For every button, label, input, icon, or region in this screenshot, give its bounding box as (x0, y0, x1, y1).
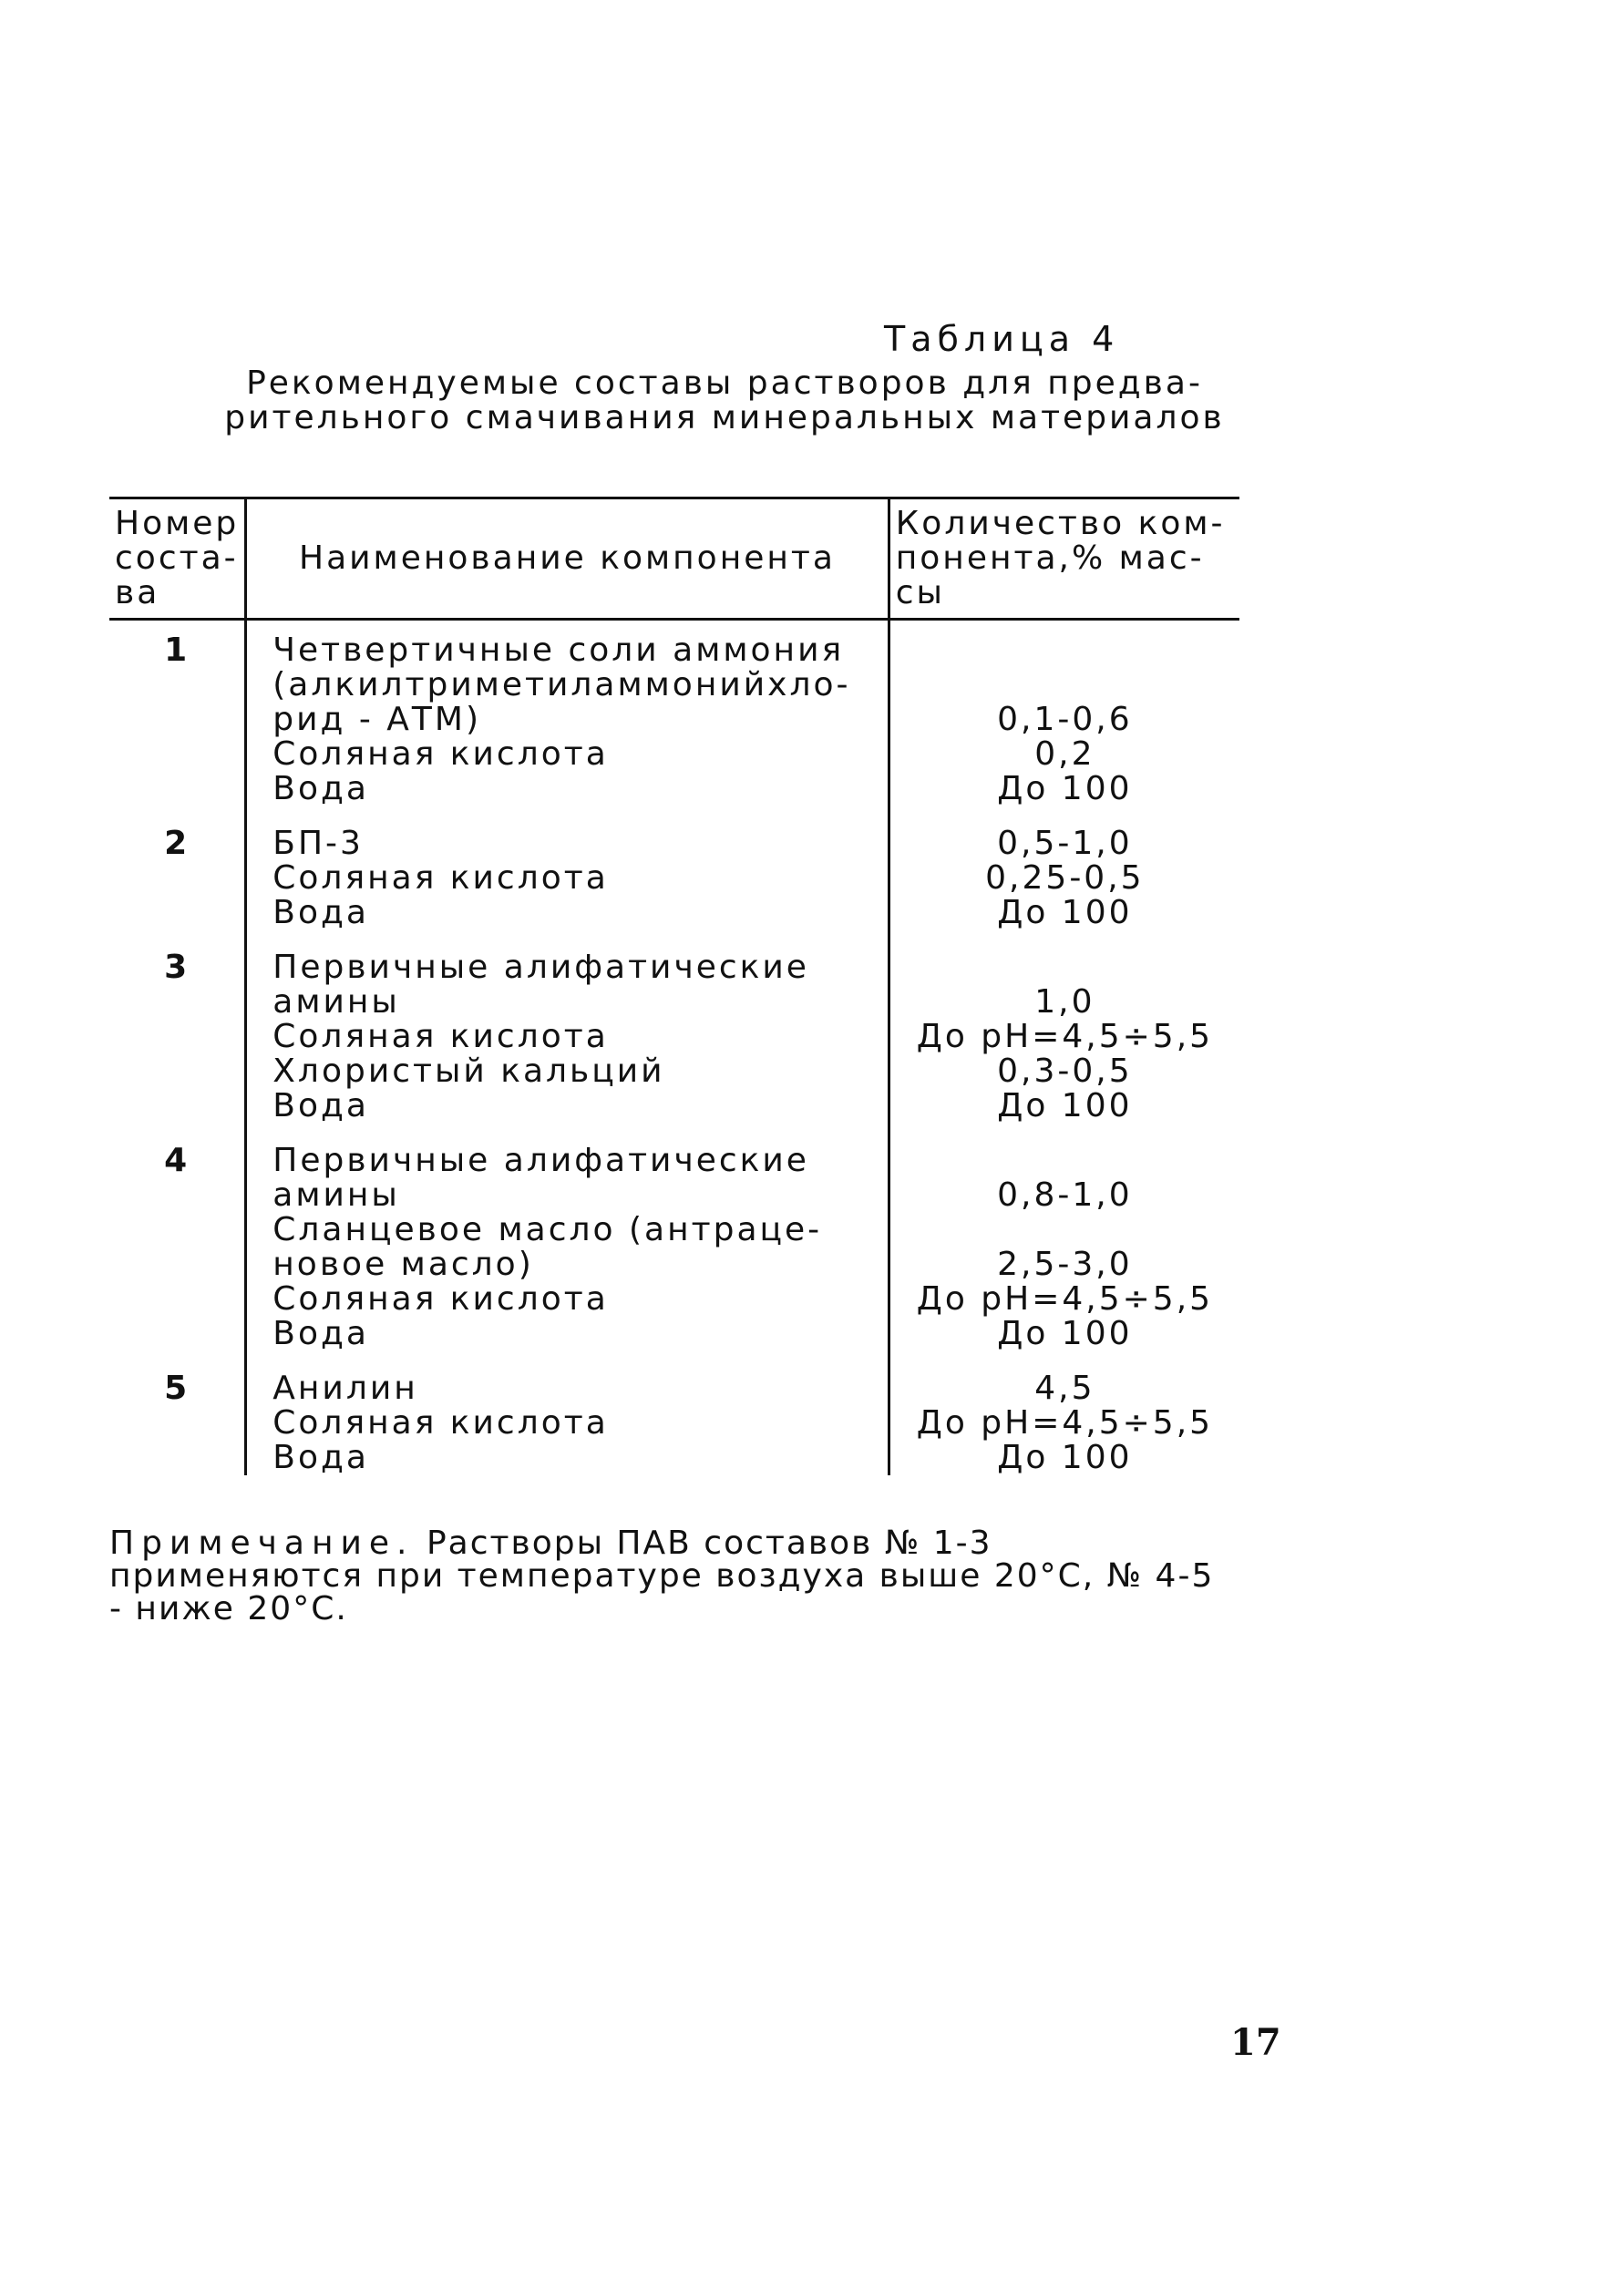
quantity-line: 4,5 (1034, 1370, 1095, 1407)
cell-quantity (889, 1351, 1239, 1475)
component-line: рид - АТМ) (272, 701, 482, 738)
quantity-line: До pH=4,5÷5,5 (916, 1018, 1214, 1055)
component-line: Четвертичные соли аммония (272, 631, 845, 669)
header-quantity-line: сы (895, 574, 945, 611)
component-line: Первичные алифатические (272, 949, 809, 986)
header-quantity-line: понента,% мас- (895, 539, 1205, 577)
table-body (109, 620, 1239, 1476)
component-line: Вода (272, 894, 369, 931)
note (109, 1527, 1239, 1626)
cell-component-name (246, 806, 889, 930)
component-line: Соляная кислота (272, 1280, 609, 1318)
component-line: Соляная кислота (272, 1018, 609, 1055)
quantity-line (896, 633, 1234, 668)
table-row (109, 806, 1239, 930)
quantity-line (896, 950, 1234, 985)
quantity-line: 0,8-1,0 (997, 1176, 1133, 1214)
header-quantity (889, 498, 1239, 620)
quantity-line: До 100 (997, 1087, 1133, 1124)
table-row (109, 930, 1239, 1124)
component-line: Вода (272, 1439, 369, 1476)
component-line: Соляная кислота (272, 859, 609, 897)
note-text: Растворы ПАВ составов № 1-3 применяются при температуре воздуха выше 20°С, № 4-5 - ниже 20°С. (109, 1525, 1215, 1627)
table-title-line: Рекомендуемые составы растворов для предва- (246, 364, 1203, 402)
cell-number: 3 (164, 949, 190, 986)
component-line: амины (272, 1176, 400, 1214)
cell-number: 1 (164, 631, 190, 669)
cell-quantity (889, 1124, 1239, 1351)
table-caption-label: Таблица 4 (884, 319, 1120, 359)
quantity-line (896, 668, 1234, 703)
cell-number: 4 (164, 1142, 190, 1179)
quantity-line: 0,3-0,5 (997, 1052, 1133, 1090)
quantity-line: До pH=4,5÷5,5 (916, 1404, 1214, 1442)
table-title (210, 366, 1239, 436)
quantity-line: До 100 (997, 1315, 1133, 1352)
component-line: новое масло) (272, 1246, 534, 1283)
header-number (109, 498, 246, 620)
cell-quantity (889, 806, 1239, 930)
quantity-line: До 100 (997, 1439, 1133, 1476)
cell-component-name (246, 1351, 889, 1475)
component-line: Сланцевое масло (антраце- (272, 1211, 823, 1248)
component-line: Хлористый кальций (272, 1052, 665, 1090)
table-row (109, 1124, 1239, 1351)
cell-number: 2 (164, 825, 190, 862)
header-quantity-line: Количество ком- (895, 505, 1226, 542)
table-row (109, 1351, 1239, 1475)
header-component-name: Наименование компонента (246, 498, 889, 620)
quantity-line (896, 1213, 1234, 1247)
page-number: 17 (1230, 2021, 1281, 2064)
table-title-line: рительного смачивания минеральных материалов (224, 399, 1225, 436)
cell-component-name (246, 930, 889, 1124)
header-number-line: соста- (115, 539, 239, 577)
component-line: Соляная кислота (272, 735, 609, 773)
cell-component-name (246, 620, 889, 807)
cell-quantity (889, 620, 1239, 807)
quantity-line: 0,5-1,0 (997, 825, 1133, 862)
quantity-line: 2,5-3,0 (997, 1246, 1133, 1283)
cell-number: 5 (164, 1370, 190, 1407)
component-line: (алкилтриметиламмонийхло- (272, 666, 851, 703)
quantity-line: 0,25-0,5 (985, 859, 1145, 897)
header-number-line: Номер (115, 505, 240, 542)
header-number-line: ва (115, 574, 160, 611)
component-line: амины (272, 983, 400, 1021)
component-line: Анилин (272, 1370, 418, 1407)
quantity-line (896, 1144, 1234, 1178)
component-line: БП-3 (272, 825, 364, 862)
quantity-line: 0,2 (1034, 735, 1095, 773)
quantity-line: 1,0 (1034, 983, 1095, 1021)
cell-component-name (246, 1124, 889, 1351)
table-row (109, 620, 1239, 807)
quantity-line: До 100 (997, 894, 1133, 931)
component-line: Первичные алифатические (272, 1142, 809, 1179)
component-line: Вода (272, 1315, 369, 1352)
component-line: Соляная кислота (272, 1404, 609, 1442)
note-label: Примечание. (109, 1525, 415, 1562)
quantity-line: До pH=4,5÷5,5 (916, 1280, 1214, 1318)
cell-quantity (889, 930, 1239, 1124)
composition-table (109, 497, 1239, 1475)
quantity-line: До 100 (997, 770, 1133, 807)
component-line: Вода (272, 770, 369, 807)
quantity-line: 0,1-0,6 (997, 701, 1133, 738)
component-line: Вода (272, 1087, 369, 1124)
table-header-row (109, 498, 1239, 620)
